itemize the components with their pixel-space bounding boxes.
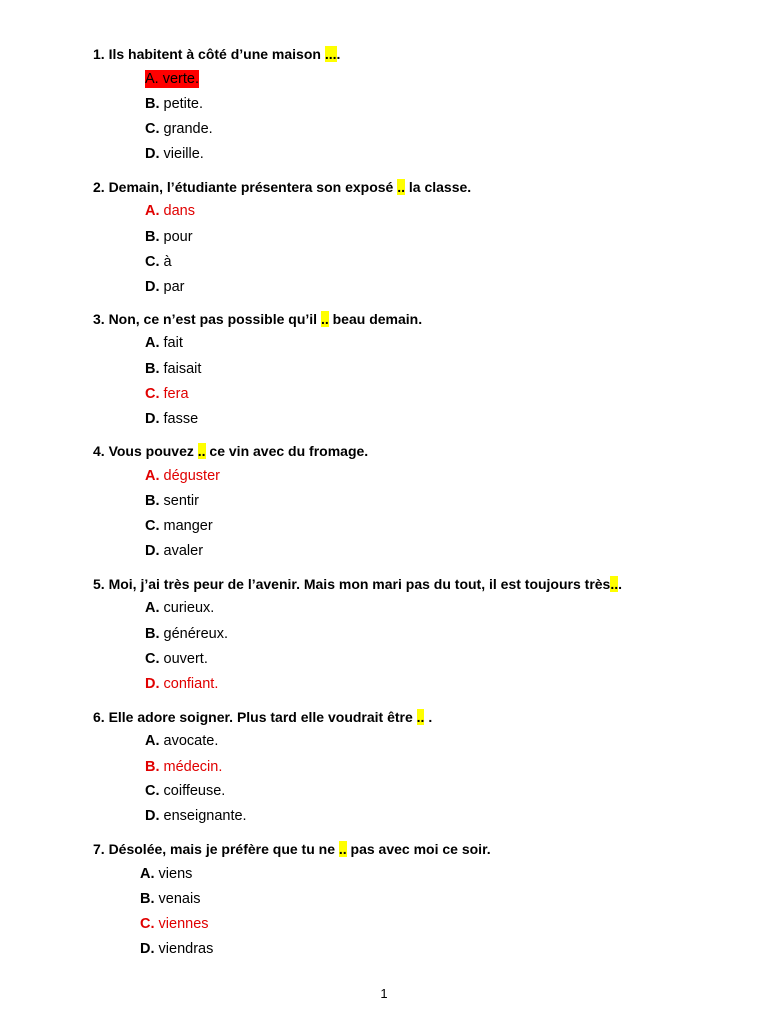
option-1c — [145, 120, 213, 138]
option-letter: D. — [145, 808, 160, 824]
blank-marker: .. — [320, 311, 329, 327]
option-letter: C. — [145, 783, 160, 799]
question-text-end: . — [424, 709, 433, 725]
blank-marker: .. — [416, 709, 425, 725]
option-text: vieille. — [159, 146, 204, 162]
option-text: verte. — [158, 71, 199, 87]
option-4b — [145, 492, 199, 510]
option-letter: A. — [145, 468, 160, 484]
option-text: fera — [159, 386, 189, 402]
option-letter: D. — [145, 676, 160, 692]
option-letter: C. — [145, 386, 160, 402]
question-4 — [93, 442, 368, 460]
question-3 — [93, 310, 422, 328]
question-text: 7. Désolée, mais je préfère que tu ne — [93, 841, 339, 857]
question-text-end: pas avec moi ce soir. — [346, 841, 491, 857]
blank-marker: .. — [197, 443, 206, 459]
option-letter: C. — [145, 254, 160, 270]
option-text: viens — [154, 866, 193, 882]
option-letter: A. — [145, 733, 160, 749]
option-text: avaler — [159, 543, 204, 559]
option-letter: A. — [145, 600, 160, 616]
question-text-end: beau demain. — [328, 311, 423, 327]
option-text: enseignante. — [159, 808, 247, 824]
question-1 — [93, 45, 340, 63]
option-5a — [145, 599, 214, 617]
option-text: ouvert. — [159, 651, 208, 667]
option-letter: D. — [140, 941, 155, 957]
question-7 — [93, 840, 491, 858]
option-letter: A. — [145, 203, 160, 219]
option-letter: C. — [140, 916, 155, 932]
option-letter: B. — [145, 759, 160, 775]
option-2d — [145, 278, 185, 296]
question-text: 4. Vous pouvez — [93, 443, 198, 459]
option-letter: C. — [145, 121, 160, 137]
blank-marker: ... — [324, 46, 337, 62]
option-7a — [140, 865, 192, 883]
option-3b — [145, 360, 201, 378]
option-letter: B. — [145, 626, 160, 642]
option-text: confiant. — [159, 676, 219, 692]
question-text-end: ce vin avec du fromage. — [205, 443, 369, 459]
option-text: fait — [159, 335, 183, 351]
option-2a — [145, 202, 195, 220]
question-text: 5. Moi, j’ai très peur de l’avenir. Mais mon mari pas du tout, il est toujours très — [93, 576, 611, 592]
option-letter: B. — [145, 493, 160, 509]
page-number: 1 — [380, 986, 388, 1001]
option-text: coiffeuse. — [159, 783, 226, 799]
option-5b — [145, 625, 228, 643]
option-7c — [140, 915, 209, 933]
question-6 — [93, 708, 432, 726]
question-text: 6. Elle adore soigner. Plus tard elle voudrait être — [93, 709, 417, 725]
question-text-end: . — [618, 576, 623, 592]
option-letter: A. — [145, 335, 160, 351]
option-letter: C. — [145, 651, 160, 667]
option-6c — [145, 782, 225, 800]
option-text: généreux. — [159, 626, 229, 642]
option-letter: B. — [145, 361, 160, 377]
option-6b — [145, 758, 222, 776]
question-2 — [93, 178, 471, 196]
option-text: grande. — [159, 121, 213, 137]
option-1d — [145, 145, 204, 163]
option-text: déguster — [159, 468, 220, 484]
option-3c — [145, 385, 189, 403]
option-text: manger — [159, 518, 213, 534]
option-1b — [145, 95, 203, 113]
question-text-end: la classe. — [405, 179, 472, 195]
option-text: dans — [159, 203, 195, 219]
option-7d — [140, 940, 213, 958]
option-letter: B. — [140, 891, 155, 907]
option-4d — [145, 542, 203, 560]
option-text: à — [159, 254, 172, 270]
option-6a — [145, 732, 218, 750]
option-text: médecin. — [159, 759, 223, 775]
option-text: fasse — [159, 411, 199, 427]
option-text: faisait — [159, 361, 202, 377]
option-text: petite. — [159, 96, 204, 112]
blank-marker: .. — [610, 576, 619, 592]
question-5 — [93, 575, 622, 593]
blank-marker: .. — [397, 179, 405, 195]
option-text: viendras — [154, 941, 214, 957]
question-text-end: . — [336, 46, 341, 62]
option-7b — [140, 890, 200, 908]
option-text: pour — [159, 229, 193, 245]
option-letter: B. — [145, 96, 160, 112]
blank-marker: .. — [338, 841, 347, 857]
option-letter: D. — [145, 279, 160, 295]
option-letter: A. — [145, 71, 159, 87]
option-text: curieux. — [159, 600, 215, 616]
option-4c — [145, 517, 213, 535]
option-3a — [145, 334, 183, 352]
option-letter: D. — [145, 411, 160, 427]
option-letter: D. — [145, 543, 160, 559]
option-text: venais — [154, 891, 201, 907]
question-text: 2. Demain, l’étudiante présentera son exposé — [93, 179, 398, 195]
option-text: viennes — [154, 916, 209, 932]
question-text: 3. Non, ce n’est pas possible qu’il — [93, 311, 321, 327]
option-text: sentir — [159, 493, 199, 509]
option-6d — [145, 807, 247, 825]
option-5c — [145, 650, 208, 668]
option-4a — [145, 467, 220, 485]
option-2b — [145, 228, 193, 246]
option-letter: D. — [145, 146, 160, 162]
option-text: avocate. — [159, 733, 219, 749]
question-text: 1. Ils habitent à côté d’une maison — [93, 46, 325, 62]
option-1a — [145, 70, 199, 88]
option-text: par — [159, 279, 185, 295]
option-5d — [145, 675, 218, 693]
option-letter: A. — [140, 866, 155, 882]
option-3d — [145, 410, 198, 428]
option-letter: C. — [145, 518, 160, 534]
option-2c — [145, 253, 172, 271]
option-letter: B. — [145, 229, 160, 245]
